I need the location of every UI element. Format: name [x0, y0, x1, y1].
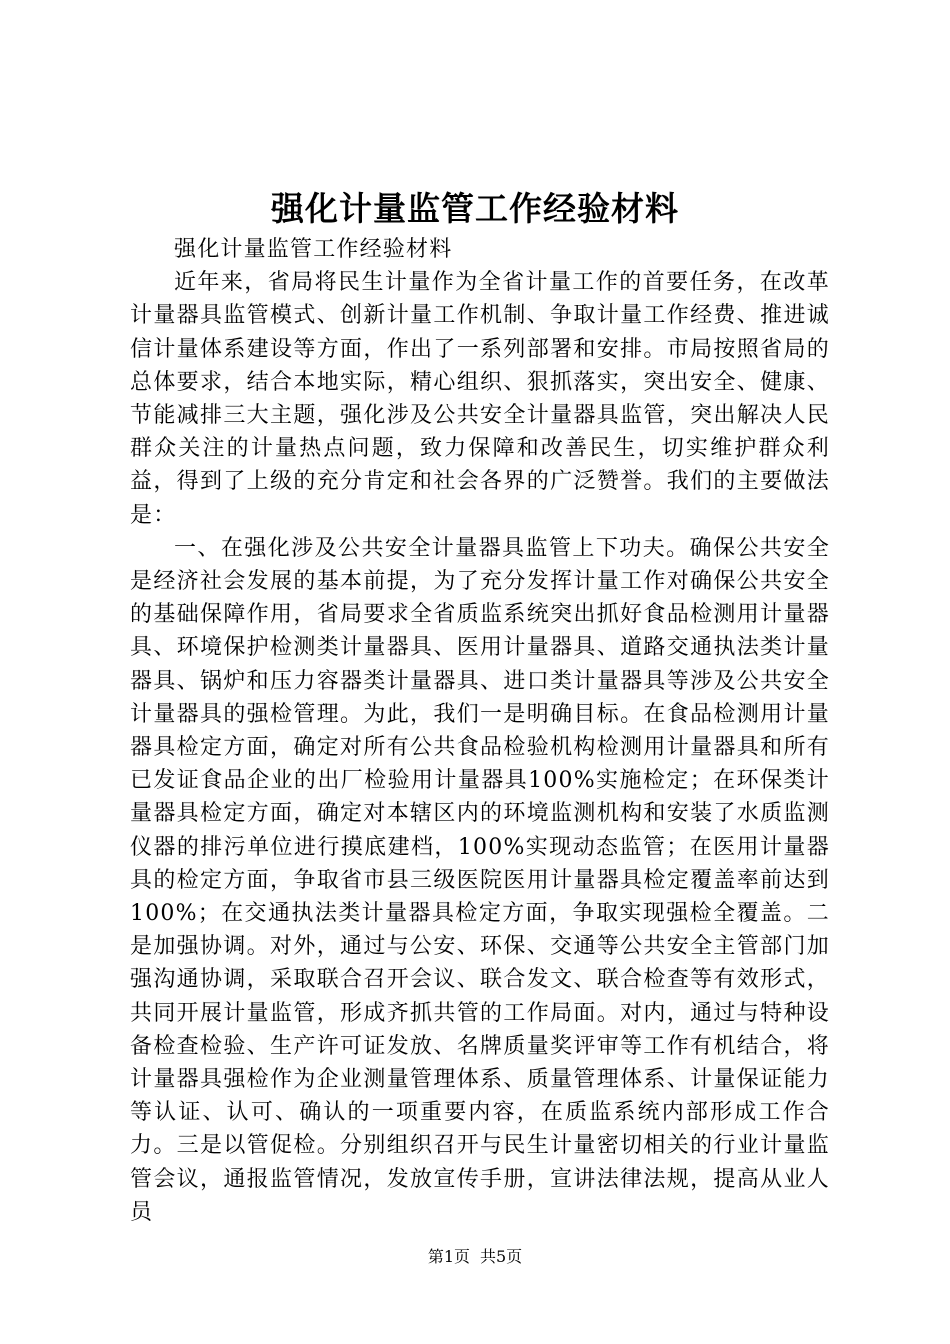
page-footer: [0, 1245, 950, 1269]
paragraph-intro: 近年来，省局将民生计量作为全省计量工作的首要任务，在改革计量器具监管模式、创新计量工作机制、争取计量工作经费、推进诚信计量体系建设等方面，作出了一系列部署和安排。市局按照省局的总体要求，结合本地实际，精心组织、狠抓落实，突出安全、健康、节能减排三大主题，强化涉及公共安全计量器具监管，突出解决人民群众关注的计量热点问题，致力保障和改善民生，切实维护群众利益，得到了上级的充分肯定和社会各界的广泛赞誉。我们的主要做法是：: [130, 270, 830, 528]
document-subtitle: 强化计量监管工作经验材料: [174, 237, 453, 262]
page-number: 第1页: [427, 1247, 470, 1266]
document-title: 强化计量监管工作经验材料: [271, 189, 679, 228]
page-total: 共5页: [480, 1247, 523, 1266]
document-body: [130, 233, 830, 1229]
paragraph-section-one: 一、在强化涉及公共安全计量器具监管上下功夫。确保公共安全是经济社会发展的基本前提，为了充分发挥计量工作对确保公共安全的基础保障作用，省局要求全省质监系统突出抓好食品检测用计量器具、环境保护检测类计量器具、医用计量器具、道路交通执法类计量器具、锅炉和压力容器类计量器具、进口类计量器具等涉及公共安全计量器具的强检管理。为此，我们一是明确目标。在食品检测用计量器具检定方面，确定对所有公共食品检验机构检测用计量器具和所有已发证食品企业的出厂检验用计量器具100%实施检定；在环保类计量器具检定方面，确定对本辖区内的环境监测机构和安装了水质监测仪器的排污单位进行摸底建档，100%实现动态监管；在医用计量器具的检定方面，争取省市县三级医院医用计量器具检定覆盖率前达到100%；在交通执法类计量器具检定方面，争取实现强检全覆盖。二是加强协调。对外，通过与公安、环保、交通等公共安全主管部门加强沟通协调，采取联合召开会议、联合发文、联合检查等有效形式，共同开展计量监管，形成齐抓共管的工作局面。对内，通过与特种设备检查检验、生产许可证发放、名牌质量奖评审等工作有机结合，将计量器具强检作为企业测量管理体系、质量管理体系、计量保证能力等认证、认可、确认的一项重要内容，在质监系统内部形成工作合力。三是以管促检。分别组织召开与民生计量密切相关的行业计量监管会议，通报监管情况，发放宣传手册，宣讲法律法规，提高从业人员: [130, 535, 830, 1225]
